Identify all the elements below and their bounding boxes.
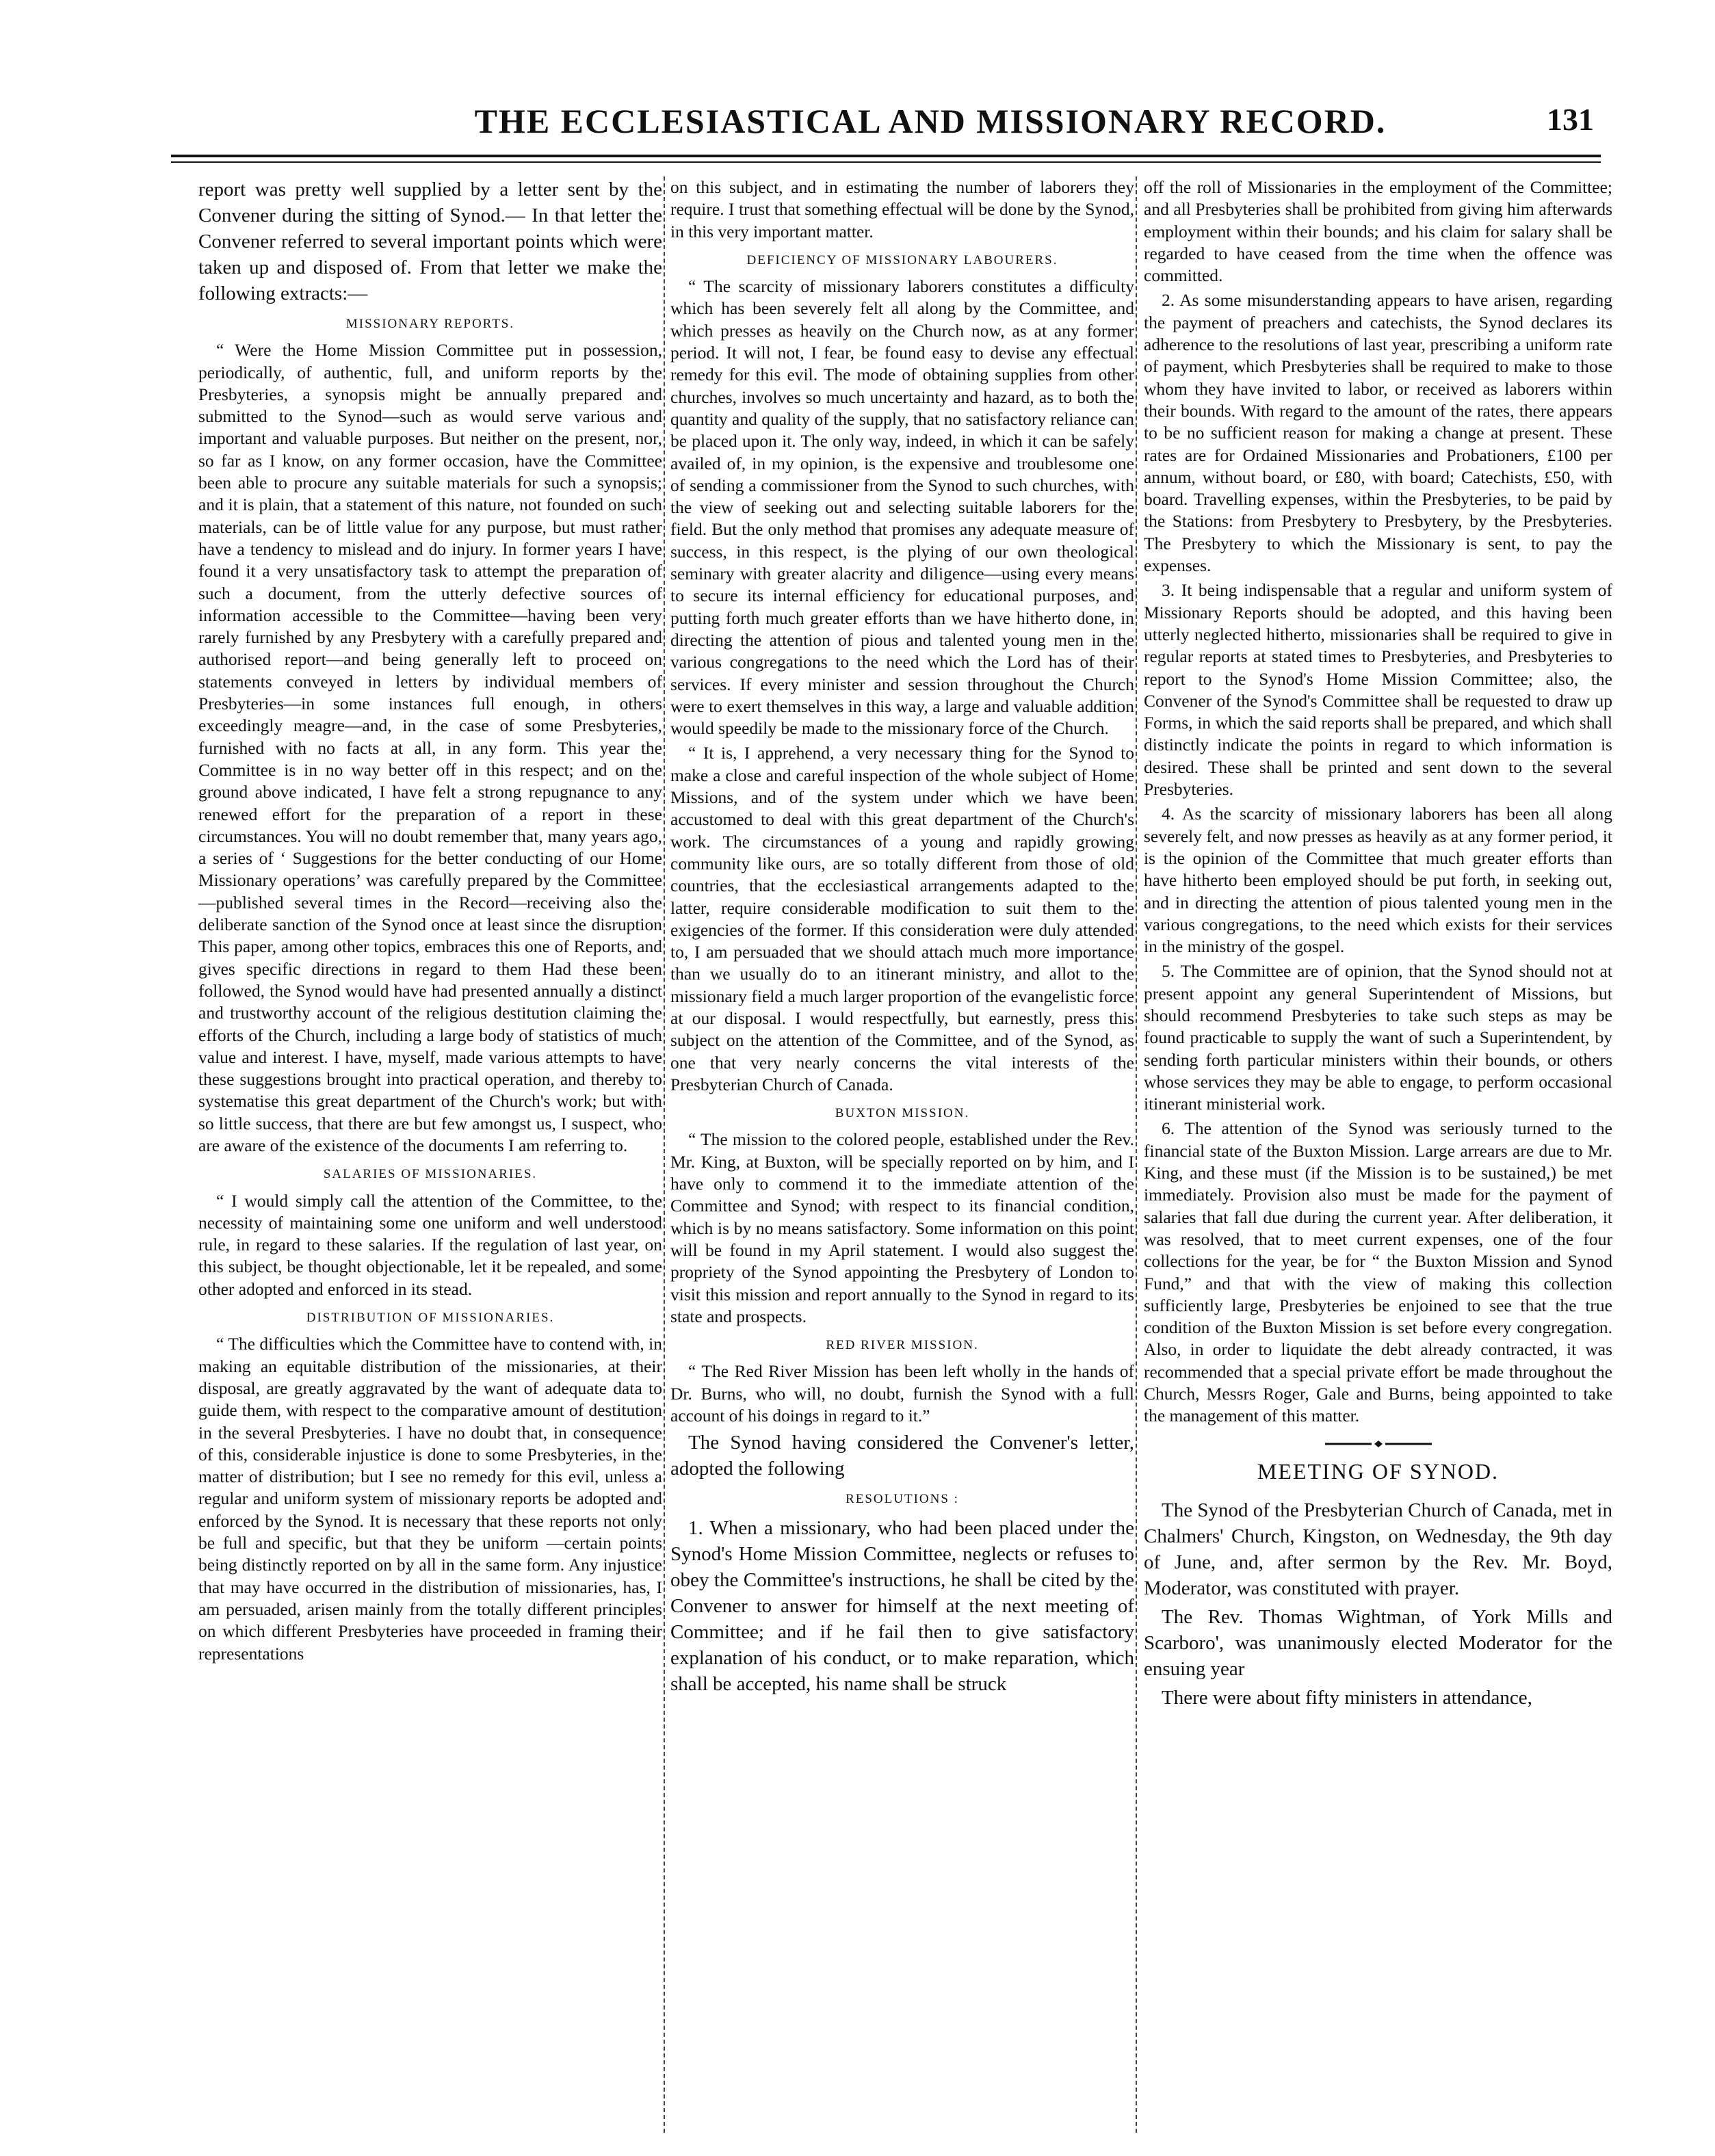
page-header: [171, 101, 1594, 149]
section-heading: BUXTON MISSION.: [835, 1106, 970, 1121]
column-divider: [1136, 176, 1137, 2133]
section-heading: DEFICIENCY OF MISSIONARY LABOURERS.: [746, 252, 1058, 267]
section-heading: MISSIONARY REPORTS.: [345, 317, 515, 331]
paragraph: The Synod having considered the Convener's letter, adopted the following: [670, 1432, 1134, 1480]
column-3: [1144, 176, 1612, 2133]
paragraph: “ It is, I apprehend, a very necessary thing for the Synod to make a close and careful inspection of the whole subject of Home Missions, and of the system under which we have been accustomed to deal with this great department of the Church's work. The circumstances of a young and rapidly growing community like ours, are so totally different from those of old countries, that the ecclesiastical arrangements adapted to the latter, require considerable modification to suit them to the exigencies of the former. If this consideration were duly attended to, I am persuaded that we should attach much more importance than we usually do to an itinerant ministry, and allot to the missionary field a much larger proportion of the evangelistic force at our disposal. I would respectfully, but earnestly, press this subject on the attention of the Committee, and of the Synod, as one that very nearly concerns the vital interests of the Presbyterian Church of Canada.: [670, 743, 1134, 1094]
paragraph: 5. The Committee are of opinion, that the Synod should not at present appoint any general Superintendent of Missions, but should recommend Presbyteries to take such steps as may be found practicable to supply the want of such a Superintendent, by sending forth particular ministers within their bounds, or others whose services they may be able to engage, to perform occasional itinerant ministerial work.: [1144, 961, 1612, 1114]
header-rule: [171, 155, 1601, 157]
paragraph: 1. When a missionary, who had been placed under the Synod's Home Mission Committee, neglects or refuses to obey the Committee's instructions, he shall be cited by the Convener to answer for himself at the next meeting of Committee; and if he fail then to give satisfactory explanation of his conduct, or to make reparation, which shall be accepted, his name shall be struck: [670, 1516, 1134, 1695]
column-divider: [664, 176, 665, 2133]
paragraph: “ The mission to the colored people, established under the Rev. Mr. King, at Buxton, will be specially reported on by him, and I have only to commend it to the immediate attention of the Committee and Synod; with respect to its financial condition, which is by no means satisfactory. Some information on this point will be found in my April statement. I would also suggest the propriety of the Synod appointing the Presbytery of London to visit this mission and report annually to the Synod in regard to its state and prospects.: [670, 1129, 1134, 1326]
paragraph: “ The Red River Mission has been left wholly in the hands of Dr. Burns, who will, no doubt, furnish the Synod with a full account of his doings in regard to it.”: [670, 1361, 1134, 1426]
paragraph: off the roll of Missionaries in the employment of the Committee; and all Presbyteries shall be prohibited from giving him afterwards employment within their bounds; and his claim for salary shall be regarded to have ceased from the time when the offence was committed.: [1144, 177, 1612, 286]
paragraph: “ The scarcity of missionary laborers constitutes a difficulty which has been severely felt all along by the Committee, and which presses as heavily on the Church now, as at any former period. It will not, I fear, be found easy to devise any effectual remedy for this evil. The mode of obtaining supplies from other churches, involves so much uncertainty and hazard, as to both the quantity and quality of the supply, that no satisfactory reliance can be placed upon it. The only way, indeed, in which it can be safely availed of, in my opinion, is the expensive and troublesome one of sending a commissioner from the Synod to such churches, with the view of seeking out and selecting suitable laborers for the field. But the only method that promises any adequate measure of success, in this respect, is the plying of our own theological seminary with greater alacrity and diligence—using every means to secure its internal efficiency for educational purposes, and putting forth much greater efforts than we have hitherto done, in directing the attention of pious and talented young men in the various congregations to the need which the Lord has of their services. If every minister and session throughout the Church were to exert themselves in this way, a large and valuable addition would speedily be made to the missionary force of the Church.: [670, 276, 1134, 739]
ornament-divider: [1144, 1433, 1612, 1455]
ornament-rule-icon: [1324, 1439, 1433, 1449]
section-heading: DISTRIBUTION OF MISSIONARIES.: [306, 1311, 555, 1326]
paragraph: report was pretty well supplied by a letter sent by the Convener during the sitting of Synod.— In that letter the Convener referred to several important points which were taken up and disposed of. From that letter we make the following extracts:—: [198, 179, 662, 304]
section-heading: RESOLUTIONS :: [846, 1492, 959, 1507]
paragraph: “ Were the Home Mission Committee put in possession, periodically, of authentic, full, and uniform reports by the Presbyteries, a synopsis might be annually prepared and submitted to the Synod—such as would serve various and important and valuable purposes. But neither on the present, nor, so far as I know, on any former occasion, have the Committee been able to procure any suitable materials for such a synopsis; and it is plain, that a statement of this nature, not founded on such materials, can be of little value for any purpose, but must rather have a tendency to mislead and do injury. In former years I have found it a very unsatisfactory task to attempt the preparation of such a document, from the utterly defective sources of information accessible to the Committee—having been very rarely furnished by any Presbytery with a carefully prepared and authorised report—and being generally left to proceed on statements conveyed in letters by individual members of Presbyteries—in some instances full enough, in others exceedingly meagre—and, in the case of some Presbyteries, furnished with no facts at all, in any form. This year the Committee is in no way better off in this respect; and on the ground above indicated, I have felt a strong repugnance to any renewed effort for the preparation of a report in these circumstances. You will no doubt remember that, many years ago, a series of ‘ Suggestions for the better conducting of our Home Missionary operations’ was carefully prepared by the Committee —published several times in the Record—receiving also the deliberate sanction of the Synod once at least since the disruption This paper, among other topics, embraces this one of Reports, and gives specific directions in regard to them Had these been followed, the Synod would have had presented annually a distinct and trustworthy account of the religious destitution claiming the efforts of the Church, including a large body of statistics of much value and interest. I have, myself, made various attempts to have these suggestions brought into practical operation, and thereby to systematise this great department of the Church's work; but with so little success, that there are but few amongst us, I suspect, who are aware of the existence of the documents I am referring to.: [198, 340, 662, 1155]
paragraph: “ The difficulties which the Committee have to contend with, in making an equitable distribution of the missionaries, at their disposal, are greatly aggravated by the want of adequate data to guide them, with respect to the comparative amount of destitution in the several Presbyteries. I have no doubt that, in consequence of this, considerable injustice is done to some Presbyteries, in the matter of distribution; but I see no remedy for this evil, unless a regular and uniform system of missionary reports be adopted and enforced by the Synod. It is necessary that these reports not only be full and specific, but that they be uniform —certain points being distinctly reported on by all in the same form. Any injustice that may have occurred in the distribution of missionaries, has, I am persuaded, arisen mainly from the totally different principles on which different Presbyteries have proceeded in framing their representations: [198, 1334, 662, 1664]
paragraph: The Rev. Thomas Wightman, of York Mills and Scarboro', was unanimously elected Moderator for the ensuing year: [1144, 1606, 1612, 1681]
paragraph: 4. As the scarcity of missionary laborers has been all along severely felt, and now presses as heavily as at any former period, it is the opinion of the Committee that much greater efforts than have hitherto been employed should be put forth, in seeking out, and in directing the attention of pious talented young men in the various congregations, to the need which exists for their services in the ministry of the gospel.: [1144, 804, 1612, 957]
paragraph: The Synod of the Presbyterian Church of Canada, met in Chalmers' Church, Kingston, on Wednesday, the 9th day of June, and, after sermon by the Rev. Mr. Boyd, Moderator, was constituted with prayer.: [1144, 1499, 1612, 1600]
section-title: MEETING OF SYNOD.: [1257, 1458, 1500, 1484]
paragraph: 3. It being indispensable that a regular and uniform system of Missionary Reports should be adopted, and this having been utterly neglected hitherto, missionaries shall be required to give in regular reports at stated times to Presbyteries, and Presbyteries to report to the Synod's Home Mission Committee; also, the Convener of the Synod's Committee shall be requested to draw up Forms, in which the said reports shall be prepared, and which shall distinctly indicate the points in regard to which information is desired. These shall be printed and sent down to the several Presbyteries.: [1144, 580, 1612, 800]
paragraph: 2. As some misunderstanding appears to have arisen, regarding the payment of preachers and catechists, the Synod declares its adherence to the resolutions of last year, prescribing a uniform rate of payment, which Presbyteries shall be required to make to those whom they have invited to labor, or received as laborers within their bounds. With regard to the amount of the rates, there appears to be no sufficient reason for making a change at present. These rates are for Ordained Missionaries and Probationers, £100 per annum, without board, or £80, with board; Catechists, £50, with board. Travelling expenses, within the Presbyteries, to be paid by the Stations: from Presbytery to Presbytery, by the Presbyteries. The Presbytery to which the Missionary is sent, to pay the expenses.: [1144, 290, 1612, 576]
paragraph: on this subject, and in estimating the number of laborers they require. I trust that something effectual will be done by the Synod, in this very important matter.: [670, 177, 1134, 241]
header-rule-thin: [171, 161, 1601, 163]
column-2: [670, 176, 1134, 2133]
paragraph: 6. The attention of the Synod was seriously turned to the financial state of the Buxton Mission. Large arrears are due to Mr. King, and these must (if the Mission is to be sustained,) be met immediately. Provision also must be made for the payment of salaries that fall due during the current year. After deliberation, it was resolved, that to meet current expenses, one of the four collections for the year, be for “ the Buxton Mission and Synod Fund,” and that with the view of making this collection sufficiently large, Presbyteries be enjoined to see that the true condition of the Buxton Mission is set before every congregation. Also, in order to liquidate the debt already contracted, it was recommended that a special private effort be made throughout the Church, Messrs Roger, Gale and Burns, being appointed to take the management of this matter.: [1144, 1118, 1612, 1426]
page-number: 131: [1547, 102, 1594, 137]
running-title: THE ECCLESIASTICAL AND MISSIONARY RECORD.: [474, 102, 1387, 140]
paragraph: There were about fifty ministers in attendance,: [1162, 1687, 1532, 1709]
section-heading: SALARIES OF MISSIONARIES.: [323, 1167, 538, 1182]
paragraph: “ I would simply call the attention of the Committee, to the necessity of maintaining some one uniform and well understood rule, in regard to these salaries. If the regulation of last year, on this subject, be thought objectionable, let it be repealed, and some other adopted and enforced in its stead.: [198, 1190, 662, 1299]
section-heading: RED RIVER MISSION.: [826, 1338, 979, 1353]
column-1: [198, 176, 662, 2133]
